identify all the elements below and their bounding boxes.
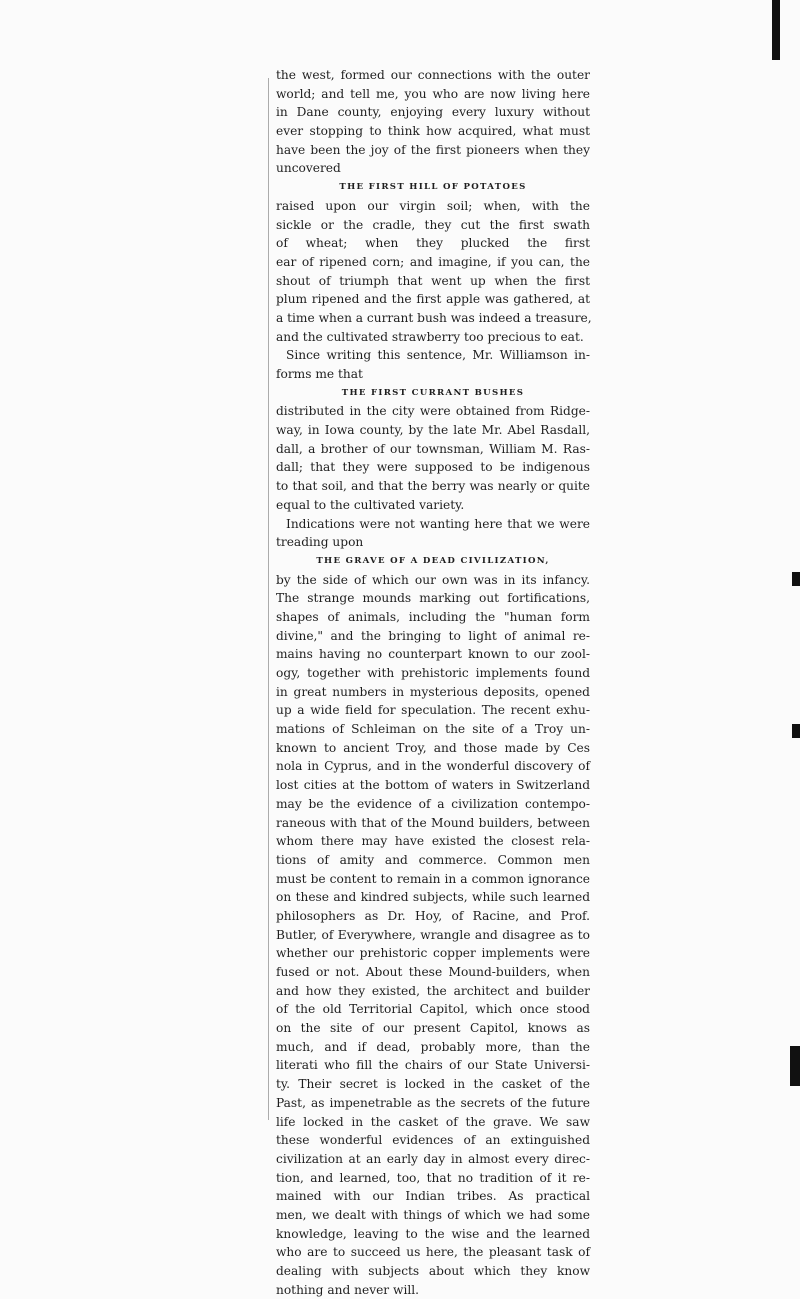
article-line: on these and kindred subjects, while such learned bbox=[276, 890, 590, 905]
article-line: up a wide field for speculation. The recent exhu- bbox=[276, 703, 590, 718]
article-line: nola in Cyprus, and in the wonderful discovery of bbox=[276, 759, 590, 774]
article-line: dall, a brother of our townsman, William M. Ras- bbox=[276, 441, 590, 456]
subheading-grave-civilization: THE GRAVE OF A DEAD CIVILIZATION, bbox=[316, 555, 550, 566]
article-line: a time when a currant bush was indeed a treasure, bbox=[276, 310, 592, 325]
article-line: must be content to remain in a common ignorance bbox=[276, 871, 590, 886]
article-line: nothing and never will. bbox=[276, 1282, 420, 1297]
column-rule bbox=[268, 78, 269, 1120]
edge-artifact-top bbox=[772, 0, 780, 60]
article-line: Indications were not wanting here that we were bbox=[286, 516, 590, 531]
article-line: lost cities at the bottom of waters in Switzerland bbox=[276, 778, 590, 793]
article-line: knowledge, leaving to the wise and the learned bbox=[276, 1226, 590, 1241]
article-line: dall; that they were supposed to be indigenous bbox=[276, 460, 590, 475]
article-line: treading upon bbox=[276, 535, 364, 550]
article-line: by the side of which our own was in its infancy. bbox=[276, 572, 590, 587]
article-line: to that soil, and that the berry was nearly or quite bbox=[276, 479, 590, 494]
article-line: life locked in the casket of the grave. We saw bbox=[276, 1114, 590, 1129]
article-line: plum ripened and the first apple was gathered, at bbox=[276, 292, 590, 307]
article-line: mations of Schleiman on the site of a Troy un- bbox=[276, 722, 590, 737]
article-line: forms me that bbox=[276, 367, 363, 381]
article-line: fused or not. About these Mound-builders, when bbox=[276, 965, 590, 979]
article-line: men, we dealt with things of which we had some bbox=[276, 1207, 590, 1222]
article-line: on the site of our present Capitol, knows as bbox=[276, 1021, 590, 1036]
article-line: in great numbers in mysterious deposits, opened bbox=[276, 684, 590, 699]
article-line: shout of triumph that went up when the first bbox=[276, 273, 590, 288]
article-line: philosophers as Dr. Hoy, of Racine, and Prof. bbox=[276, 908, 590, 923]
article-line: and the cultivated strawberry too precious to eat. bbox=[276, 329, 584, 344]
subheading-potatoes: THE FIRST HILL OF POTATOES bbox=[339, 182, 527, 193]
subheading-currant-bushes: THE FIRST CURRANT BUSHES bbox=[341, 387, 525, 398]
article-column bbox=[276, 66, 590, 1299]
article-line: Butler, of Everywhere, wrangle and disagree as to bbox=[276, 927, 590, 942]
article-line: Past, as impenetrable as the secrets of the future bbox=[276, 1095, 590, 1110]
article-line: way, in Iowa county, by the late Mr. Abel Rasdall, bbox=[276, 423, 590, 438]
article-line: may be the evidence of a civilization contempo- bbox=[276, 796, 590, 811]
article-line: civilization at an early day in almost every direc- bbox=[276, 1151, 590, 1166]
article-line: Since writing this sentence, Mr. Williamson in- bbox=[286, 348, 590, 363]
article-line: whether our prehistoric copper implements were bbox=[276, 946, 590, 961]
article-line: ty. Their secret is locked in the casket of the bbox=[276, 1077, 590, 1092]
article-line: have been the joy of the first pioneers when they bbox=[276, 142, 590, 157]
article-line: dealing with subjects about which they know bbox=[276, 1264, 590, 1278]
article-line: sickle or the cradle, they cut the first swath bbox=[276, 217, 590, 232]
article-line: mained with our Indian tribes. As practical bbox=[276, 1189, 590, 1204]
article-line: whom there may have existed the closest rela- bbox=[276, 834, 590, 849]
article-line: shapes of animals, including the "human form bbox=[276, 609, 590, 624]
article-line: these wonderful evidences of an extinguished bbox=[276, 1133, 590, 1148]
article-line: mains having no counterpart known to our zool- bbox=[276, 647, 590, 662]
article-line: much, and if dead, probably more, than the bbox=[276, 1039, 590, 1054]
article-line: divine," and the bringing to light of animal re- bbox=[276, 628, 590, 643]
article-line: The strange mounds marking out fortifications, bbox=[276, 591, 590, 606]
article-line: literati who fill the chairs of our State Universi- bbox=[276, 1058, 590, 1073]
article-line: of wheat; when they plucked the first bbox=[276, 236, 590, 251]
article-line: in Dane county, enjoying every luxury without bbox=[276, 105, 590, 120]
article-line: who are to succeed us here, the pleasant task of bbox=[276, 1245, 590, 1260]
article-line: ever stopping to think how acquired, what must bbox=[276, 124, 590, 139]
article-line: tions of amity and commerce. Common men bbox=[276, 852, 590, 867]
article-line: known to ancient Troy, and those made by Ces bbox=[276, 740, 590, 755]
article-line: the west, formed our connections with the outer bbox=[276, 68, 590, 82]
edge-artifact-mid2 bbox=[792, 724, 800, 738]
article-line: raneous with that of the Mound builders, between bbox=[276, 815, 590, 830]
article-line: distributed in the city were obtained from Ridge- bbox=[276, 404, 590, 419]
article-line: ogy, together with prehistoric implements found bbox=[276, 666, 590, 680]
article-line: ear of ripened corn; and imagine, if you can, the bbox=[276, 254, 590, 269]
article-line: equal to the cultivated variety. bbox=[276, 497, 465, 512]
edge-artifact-mid bbox=[792, 572, 800, 586]
article-line: uncovered bbox=[276, 161, 341, 176]
article-line: raised upon our virgin soil; when, with the bbox=[276, 198, 590, 213]
edge-artifact-low bbox=[790, 1046, 800, 1086]
article-line: world; and tell me, you who are now living here bbox=[276, 86, 590, 101]
article-line: of the old Territorial Capitol, which once stood bbox=[276, 1002, 590, 1017]
article-line: tion, and learned, too, that no tradition of it re- bbox=[276, 1170, 590, 1185]
article-line: and how they existed, the architect and builder bbox=[276, 983, 590, 998]
